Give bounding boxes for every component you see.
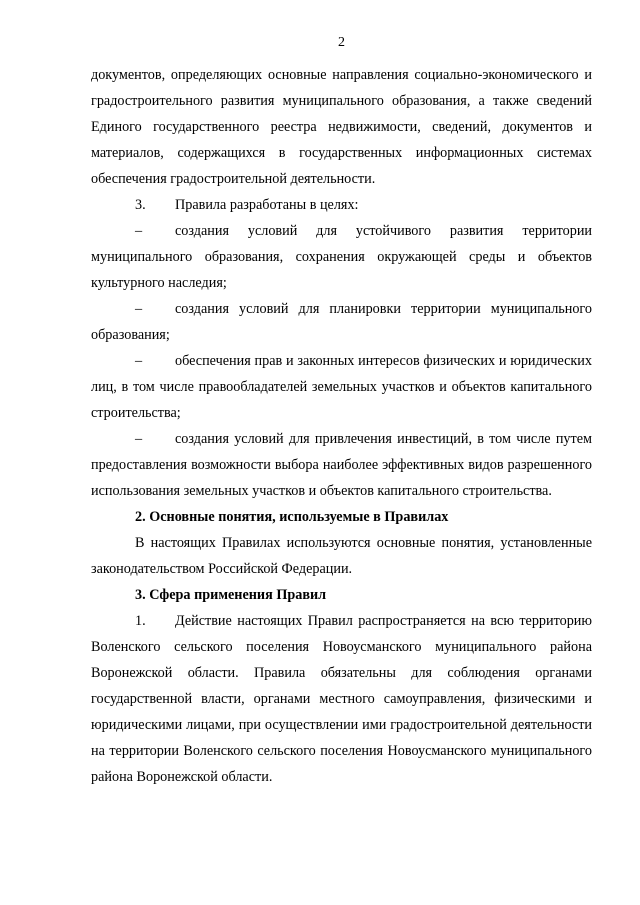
bullet-dash: – xyxy=(135,223,143,239)
bullet-text: создания условий для планировки территории муниципального образования; xyxy=(91,301,592,343)
section-heading-2: 2. Основные понятия, используемые в Правилах xyxy=(135,509,449,525)
bullet-dash: – xyxy=(135,301,143,317)
bullet-item-3 xyxy=(91,348,592,426)
bullet-item-2 xyxy=(91,296,592,348)
bullet-dash: – xyxy=(135,431,143,447)
list-number: 1. xyxy=(135,613,146,629)
section-2-text: В настоящих Правилах используются основные понятия, установленные законодательством Российской Федерации. xyxy=(91,535,592,577)
bullet-text: создания условий для привлечения инвестиций, в том числе путем предоставления возможности выбора наиболее эффективных видов разрешенного использования земельных участков и объектов капитального строительства. xyxy=(91,431,592,499)
list-item-text: Действие настоящих Правил распространяется на всю территорию Воленского сельского поселения Новоусманского муниципального района Воронежской области. Правила обязательны для соблюдения органами государственной власти, органами местного самоуправления, физическими и юридическими лицами, при осуществлении ими градостроительной деятельности на территории Воленского сельского поселения Новоусманского муниципального района Воронежской области. xyxy=(91,613,592,785)
page-number: 2 xyxy=(338,35,345,50)
list-number: 3. xyxy=(135,197,146,213)
paragraph-continuation: документов, определяющих основные направления социально-экономического и градостроительного развития муниципального образования, а также сведений Единого государственного реестра недвижимости, сведений, документов и материалов, содержащихся в государственных информационных системах обеспечения градостроительной деятельности. xyxy=(91,67,592,187)
section-heading-3: 3. Сфера применения Правил xyxy=(135,587,327,603)
bullet-item-1 xyxy=(91,218,592,296)
bullet-text: создания условий для устойчивого развития территории муниципального образования, сохранения окружающей среды и объектов культурного наследия; xyxy=(91,223,592,291)
bullet-text: обеспечения прав и законных интересов физических и юридических лиц, в том числе правообладателей земельных участков и объектов капитального строительства; xyxy=(91,353,592,421)
bullet-item-4 xyxy=(91,426,592,504)
list-item-3 xyxy=(91,192,592,218)
list-item-text: Правила разработаны в целях: xyxy=(175,197,359,213)
section-3-item-1 xyxy=(91,608,592,790)
bullet-dash: – xyxy=(135,353,143,369)
